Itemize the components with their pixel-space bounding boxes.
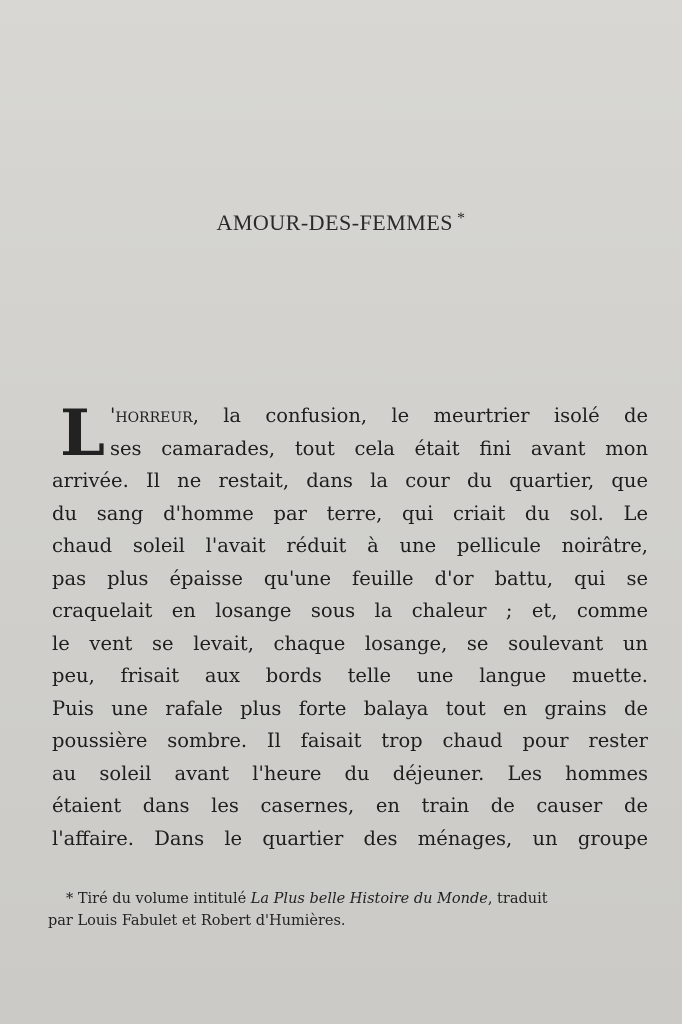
text-line: pas plus épaisse qu'une feuille d'or battu, qui se — [52, 566, 648, 590]
text-line: du sang d'homme par terre, qui criait du sol. Le — [52, 501, 648, 525]
text-line: étaient dans les casernes, en train de causer de — [52, 794, 648, 817]
text-line: peu, frisait aux bords telle une langue muette. — [52, 664, 648, 687]
text-line: chaud soleil l'avait réduit à une pellicule noirâtre, — [52, 534, 648, 557]
text-line: arrivée. Il ne restait, dans la cour du quartier, que — [52, 469, 648, 492]
text-line: Puis une rafale plus forte balaya tout en grains de — [52, 696, 648, 720]
text-line: l'affaire. Dans le quartier des ménages, un groupe — [52, 826, 648, 850]
footnote-line: par Louis Fabulet et Robert d'Humières. — [48, 913, 346, 929]
text-line: le vent se levait, chaque losange, se soulevant un — [52, 631, 648, 655]
text-line: poussière sombre. Il faisait trop chaud pour rester — [52, 729, 648, 752]
first-word: 'horreur — [110, 404, 193, 427]
text-line: au soleil avant l'heure du déjeuner. Les hommes — [52, 761, 648, 785]
title-footnote-mark: * — [457, 210, 466, 227]
footnote-line — [48, 888, 648, 910]
text-line: craquelait en losange sous la chaleur ; et, comme — [52, 599, 648, 622]
text-line — [52, 400, 648, 433]
chapter-title — [0, 210, 682, 236]
body-text — [52, 396, 648, 855]
text-line-content: , la confusion, le meurtrier isolé de — [192, 404, 648, 427]
drop-cap: L — [60, 396, 105, 471]
footnote-book-title: La Plus belle Histoire du Monde — [250, 891, 488, 907]
text-line: ses camarades, tout cela était fini avant mon — [110, 436, 648, 460]
chapter-title-text: AMOUR-DES-FEMMES — [216, 210, 454, 235]
footnote-suffix: , traduit — [487, 891, 548, 907]
footnote-prefix: * Tiré du volume intitulé — [66, 891, 251, 907]
footnote — [48, 888, 648, 932]
